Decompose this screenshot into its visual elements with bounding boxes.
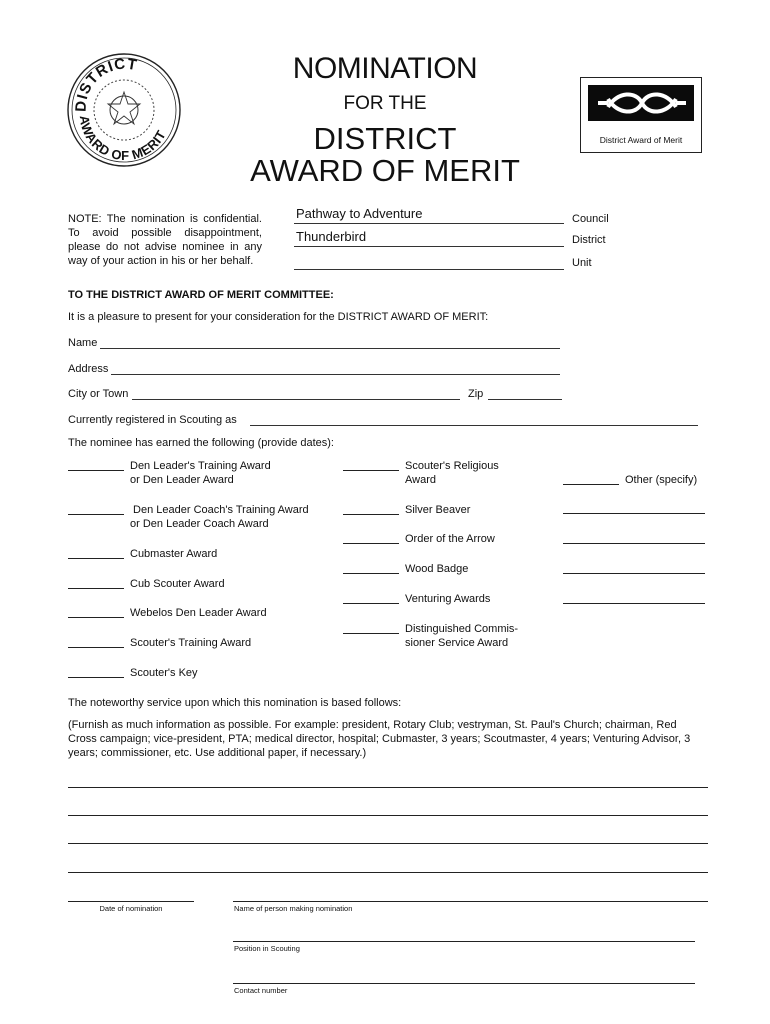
committee-heading: TO THE DISTRICT AWARD OF MERIT COMMITTEE: <box>68 289 334 301</box>
zip-label: Zip <box>468 388 484 400</box>
award-label: Scouter's Training Award <box>130 637 252 649</box>
other-label: Other (specify) <box>625 474 698 486</box>
award-date-blank[interactable] <box>343 514 399 515</box>
service-line-1[interactable] <box>68 787 708 788</box>
other-line-3[interactable] <box>563 573 705 574</box>
award-label: Cub Scouter Award <box>130 578 225 590</box>
award-date-blank[interactable] <box>68 647 124 648</box>
award-label: Webelos Den Leader Award <box>130 607 267 619</box>
service-line-3[interactable] <box>68 843 708 844</box>
date-line[interactable] <box>68 901 194 902</box>
city-label: City or Town <box>68 388 129 400</box>
registered-label: Currently registered in Scouting as <box>68 414 237 426</box>
other-line-2[interactable] <box>563 543 705 544</box>
council-label: Council <box>572 213 609 225</box>
unit-label: Unit <box>572 257 592 269</box>
other-line-4[interactable] <box>563 603 705 604</box>
service-line-2[interactable] <box>68 815 708 816</box>
address-input[interactable] <box>111 359 560 375</box>
award-date-blank[interactable] <box>68 558 124 559</box>
district-label: District <box>572 234 606 246</box>
award-label-line-2: sioner Service Award <box>405 637 509 649</box>
registered-input[interactable] <box>250 410 698 426</box>
name-input[interactable] <box>100 333 560 349</box>
square-knot-icon <box>588 85 694 121</box>
award-date-blank[interactable] <box>68 617 124 618</box>
zip-input[interactable] <box>488 384 562 400</box>
knot-badge-frame <box>580 77 702 153</box>
district-seal-logo <box>66 52 182 168</box>
award-label: Scouter's Religious <box>405 460 499 472</box>
award-label: Cubmaster Award <box>130 548 218 560</box>
city-input[interactable] <box>132 384 460 400</box>
knot-caption: District Award of Merit <box>599 135 683 145</box>
district-input[interactable] <box>294 227 564 247</box>
award-date-blank[interactable] <box>343 543 399 544</box>
award-date-blank[interactable] <box>343 633 399 634</box>
nominator-name-label: Name of person making nomination <box>234 904 353 913</box>
unit-input[interactable] <box>294 250 564 270</box>
furnish-text: (Furnish as much information as possible. For example: president, Rotary Club; vestryman, St. Paul's Church; chairman, Red Cross campaign; vice-president, PTA; medical director, hospital; Cubmaster, 3 years; Scoutmaster, 4 years; Venturing Advisor, 3 years; commissioner, etc. Use additional paper, if necessary.) <box>68 719 691 759</box>
confidential-note: NOTE: The nomination is confidential. To avoid possible disappointment, please do not advise nominee in any way of your action in his or her behalf. <box>68 213 262 267</box>
award-label: Distinguished Commis- <box>405 623 519 635</box>
award-date-blank[interactable] <box>68 470 124 471</box>
award-label-line-2: or Den Leader Coach Award <box>130 518 269 530</box>
award-date-blank[interactable] <box>343 573 399 574</box>
intro-text: It is a pleasure to present for your consideration for the DISTRICT AWARD OF MERIT: <box>68 311 489 323</box>
title-for-the: FOR THE <box>343 93 427 114</box>
service-line-4[interactable] <box>68 872 708 873</box>
title-district: DISTRICT <box>313 121 457 156</box>
contact-line[interactable] <box>233 983 695 984</box>
date-label: Date of nomination <box>99 904 163 913</box>
service-intro: The noteworthy service upon which this nomination is based follows: <box>68 697 402 709</box>
award-date-blank[interactable] <box>68 514 124 515</box>
knot-badge <box>588 85 694 121</box>
position-line[interactable] <box>233 941 695 942</box>
award-label: Order of the Arrow <box>405 533 495 545</box>
award-label: Venturing Awards <box>405 593 491 605</box>
seal-bottom-text: AWARD OF MERIT <box>76 114 169 164</box>
award-label: Den Leader Coach's Training Award <box>130 504 309 516</box>
award-label: Den Leader's Training Award <box>130 460 271 472</box>
award-date-blank[interactable] <box>68 677 124 678</box>
award-label-line-2: or Den Leader Award <box>130 474 234 486</box>
contact-label: Contact number <box>234 986 288 995</box>
other-line-1[interactable] <box>563 513 705 514</box>
award-label: Silver Beaver <box>405 504 471 516</box>
title-nomination: NOMINATION <box>292 52 478 85</box>
other-blank[interactable] <box>563 484 619 485</box>
name-label: Name <box>68 337 98 349</box>
award-label-line-2: Award <box>405 474 436 486</box>
award-label: Scouter's Key <box>130 667 198 679</box>
position-label: Position in Scouting <box>234 944 300 953</box>
award-date-blank[interactable] <box>68 588 124 589</box>
nominator-name-line[interactable] <box>233 901 708 902</box>
award-date-blank[interactable] <box>343 603 399 604</box>
award-date-blank[interactable] <box>343 470 399 471</box>
council-input[interactable] <box>294 204 564 224</box>
awards-intro: The nominee has earned the following (provide dates): <box>68 437 334 449</box>
award-label: Wood Badge <box>405 563 469 575</box>
address-label: Address <box>68 363 109 375</box>
title-award-of-merit: AWARD OF MERIT <box>250 153 520 188</box>
seal-top-text: DISTRICT <box>72 55 139 113</box>
